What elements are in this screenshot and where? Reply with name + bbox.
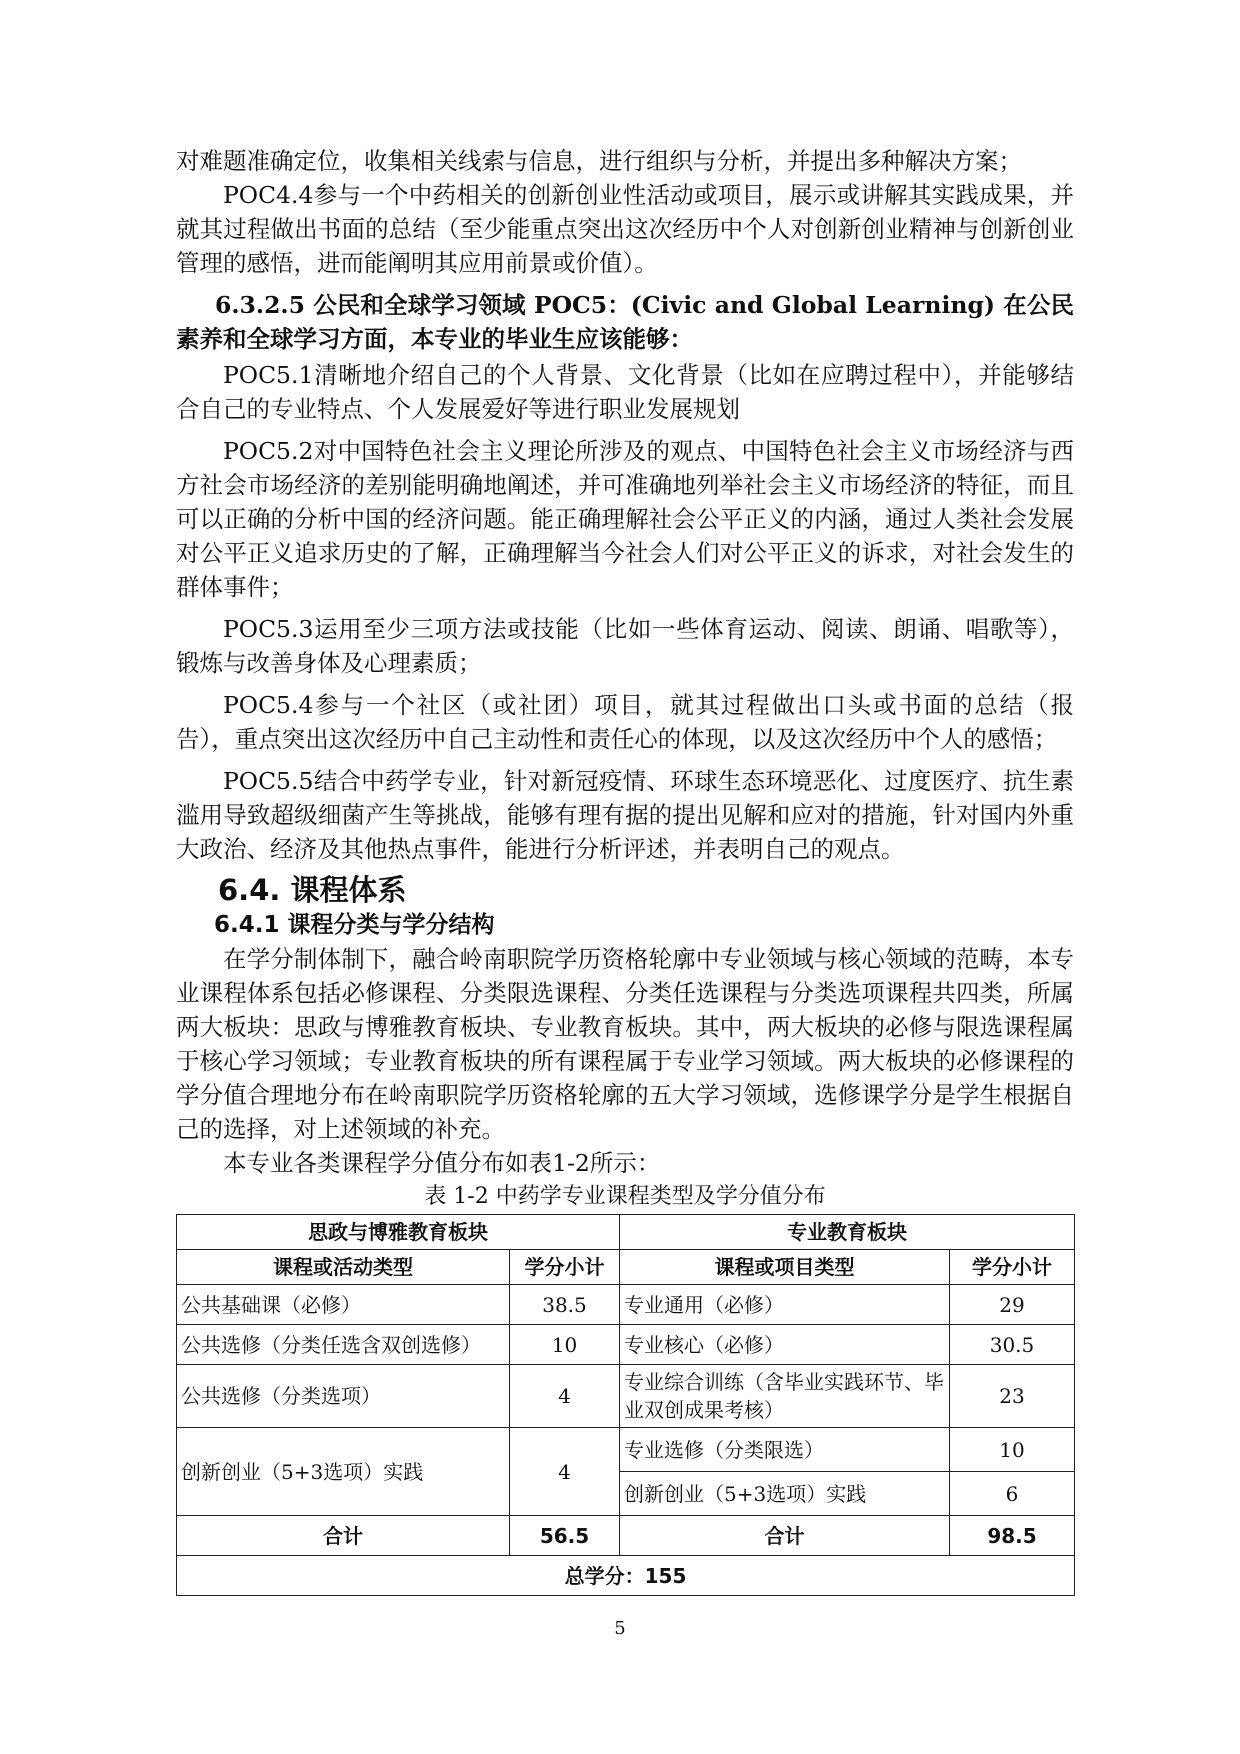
column-header: 学分小计 (950, 1250, 1075, 1285)
column-header: 学分小计 (510, 1250, 620, 1285)
page-number: 5 (614, 1618, 626, 1639)
table-cell: 30.5 (950, 1325, 1075, 1365)
section-heading-6-4: 6.4. 课程体系 (218, 873, 407, 907)
column-header: 课程或项目类型 (620, 1250, 950, 1285)
table-row (177, 1365, 1075, 1428)
table-cell: 4 (510, 1365, 620, 1428)
table-cell: 公共选修（分类任选含双创选修） (177, 1325, 510, 1365)
table-cell: 专业选修（分类限选） (620, 1428, 950, 1472)
block-header-left: 思政与博雅教育板块 (177, 1215, 620, 1250)
table-cell: 10 (950, 1428, 1075, 1472)
table-cell: 专业核心（必修） (620, 1325, 950, 1365)
section-heading-6-3-2-5: 6.3.2.5 公民和全球学习领域 POC5：(Civic and Global Learning) 在公民素养和全球学习方面，本专业的毕业生应该能够： (176, 291, 1074, 353)
table-row (177, 1325, 1075, 1365)
paragraph-poc5-2: POC5.2对中国特色社会主义理论所涉及的观点、中国特色社会主义市场经济与西方社会市场经济的差别能明确地阐述，并可准确地列举社会主义市场经济的特征，而且可以正确的分析中国的经济问题。能正确理解社会公平正义的内涵，通过人类社会发展对公平正义追求历史的了解，正确理解当今社会人们对公平正义的诉求，对社会发生的群体事件； (176, 437, 1074, 601)
total-value: 56.5 (510, 1516, 620, 1556)
table-row (177, 1285, 1075, 1325)
table-row (177, 1215, 1075, 1250)
paragraph: 对难题准确定位，收集相关线索与信息，进行组织与分析，并提出多种解决方案； (176, 147, 1022, 175)
paragraph-poc5-1: POC5.1清晰地介绍自己的个人背景、文化背景（比如在应聘过程中），并能够结合自己的专业特点、个人发展爱好等进行职业发展规划 (176, 361, 1074, 423)
table-row (177, 1516, 1075, 1556)
table-cell: 创新创业（5+3选项）实践 (177, 1428, 510, 1516)
total-value: 98.5 (950, 1516, 1075, 1556)
table-caption: 表 1-2 中药学专业课程类型及学分值分布 (424, 1184, 826, 1209)
block-header-right: 专业教育板块 (620, 1215, 1075, 1250)
total-label: 合计 (177, 1516, 510, 1556)
paragraph-poc5-4: POC5.4参与一个社区（或社团）项目，就其过程做出口头或书面的总结（报告），重点突出这次经历中自己主动性和责任心的体现，以及这次经历中个人的感悟； (176, 691, 1074, 753)
table-cell: 10 (510, 1325, 620, 1365)
table-cell: 23 (950, 1365, 1075, 1428)
table-cell: 创新创业（5+3选项）实践 (620, 1472, 950, 1516)
table-cell: 29 (950, 1285, 1075, 1325)
paragraph-table-intro: 本专业各类课程学分值分布如表1-2所示： (223, 1149, 661, 1177)
table-cell: 专业综合训练（含毕业实践环节、毕业双创成果考核） (620, 1365, 950, 1428)
grand-total: 总学分：155 (177, 1556, 1075, 1596)
paragraph-poc5-3: POC5.3运用至少三项方法或技能（比如一些体育运动、阅读、朗诵、唱歌等），锻炼与改善身体及心理素质； (176, 615, 1074, 677)
credit-distribution-table (176, 1214, 1075, 1596)
table-row (177, 1556, 1075, 1596)
paragraph-course-system: 在学分制体制下，融合岭南职院学历资格轮廓中专业领域与核心领域的范畴，本专业课程体系包括必修课程、分类限选课程、分类任选课程与分类选项课程共四类，所属两大板块：思政与博雅教育板块、专业教育板块。其中，两大板块的必修与限选课程属于核心学习领域；专业教育板块的所有课程属于专业学习领域。两大板块的必修课程的学分值合理地分布在岭南职院学历资格轮廓的五大学习领域，选修课学分是学生根据自己的选择，对上述领域的补充。 (176, 945, 1074, 1143)
table-cell: 专业通用（必修） (620, 1285, 950, 1325)
table-cell: 公共选修（分类选项） (177, 1365, 510, 1428)
table-cell: 6 (950, 1472, 1075, 1516)
table-cell: 4 (510, 1428, 620, 1516)
paragraph-poc4-4: POC4.4参与一个中药相关的创新创业性活动或项目，展示或讲解其实践成果，并就其过程做出书面的总结（至少能重点突出这次经历中个人对创新创业精神与创新创业管理的感悟，进而能阐明其应用前景或价值）。 (176, 181, 1074, 277)
table-cell: 公共基础课（必修） (177, 1285, 510, 1325)
table-cell: 38.5 (510, 1285, 620, 1325)
table-row (177, 1250, 1075, 1285)
subsection-heading-6-4-1: 6.4.1 课程分类与学分结构 (214, 912, 495, 938)
table-row (177, 1428, 1075, 1472)
paragraph-poc5-5: POC5.5结合中药学专业，针对新冠疫情、环球生态环境恶化、过度医疗、抗生素滥用导致超级细菌产生等挑战，能够有理有据的提出见解和应对的措施，针对国内外重大政治、经济及其他热点事件，能进行分析评述，并表明自己的观点。 (176, 767, 1074, 863)
total-label: 合计 (620, 1516, 950, 1556)
column-header: 课程或活动类型 (177, 1250, 510, 1285)
page-content (176, 144, 1074, 1596)
